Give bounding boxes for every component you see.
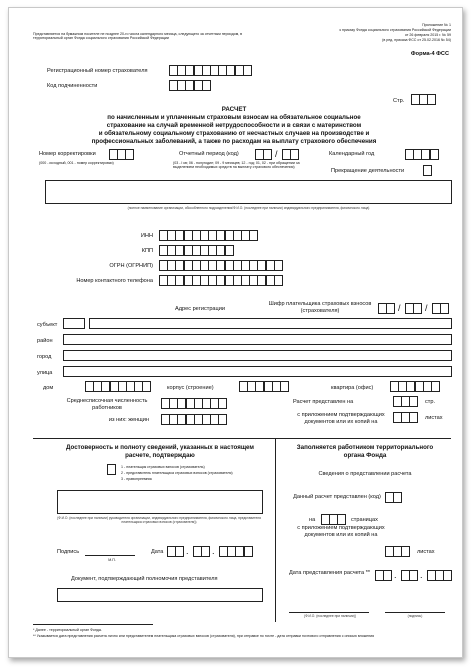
fund-info-label: Сведения о представлении расчета (318, 471, 412, 477)
avg-count-label: Среднесписочная численность работников (66, 398, 148, 411)
fund-date-month[interactable] (401, 570, 417, 581)
doc-field[interactable] (57, 588, 263, 602)
submission-note: Представляется на бумажном носителе не позднее 20-го числа календарного месяца, следующего за отчетным периодом, в территориальный орган Фонда социального страхования Российской Федерации (33, 32, 243, 41)
attachments-suffix: листах (425, 415, 443, 421)
district-field[interactable] (63, 334, 452, 345)
subject-label: субъект (37, 322, 58, 328)
reg-number-cells[interactable] (169, 65, 251, 76)
confirm-name-field[interactable] (57, 490, 263, 514)
pages-label: Расчет представлен на (293, 399, 354, 405)
termination-cell[interactable] (423, 165, 431, 176)
report-period-note: (03 - I кв; 06 - полугодие; 09 - 9 месяцев; 12 - год; 01, 02 - при обращении за выделением необходимых средств на выплату страхового обеспечения) (173, 161, 300, 170)
appendix-number: Приложение № 1 (422, 23, 451, 27)
kpp-cells[interactable] (159, 245, 233, 256)
confirm-option-2: 2 - представитель плательщика страховых взносов (страхователя) (121, 471, 233, 475)
report-period-label: Отчетный период (код) (179, 151, 239, 157)
presented-on: на (309, 517, 316, 523)
signature-line[interactable] (85, 555, 135, 556)
fund-signature-caption: (подпись) (407, 614, 423, 618)
order-date: от 26 февраля 2015 г. № 59 (404, 33, 451, 37)
ogrn-label: ОГРН (ОГРНИП) (109, 263, 153, 269)
tariff-cells-b[interactable] (405, 303, 421, 314)
tariff-cells-c[interactable] (432, 303, 448, 314)
street-field[interactable] (63, 366, 452, 377)
confirm-type-cell[interactable] (107, 464, 115, 475)
doc-label: Документ, подтверждающий полномочия представителя (71, 576, 218, 582)
fund-signature-line[interactable] (385, 612, 445, 613)
reg-number-label: Регистрационный номер страхователя (47, 68, 148, 74)
building-cells[interactable] (239, 381, 288, 392)
fund-name-caption: (Ф.И.О. (последнее при наличии)) (304, 614, 356, 618)
column-divider (275, 438, 276, 622)
form-page: Представляется на бумажном носителе не позднее 20-го числа календарного месяца, следующего за отчетным периодом, в территориальный орган Фонда социального страхования Российской Федерации Приложение № 1 к приказу Фонда социального страхования Российской Федерации от 26 февраля 2015 г. № 59 (в ред. приказа ФСС от 25.02.2016 № 54) Форма-4 ФСС Регистрационный номер страхователя Стр. Код подчиненности РАСЧЕТ по начисленным и уплаченным страховым взносам на обязательное социальное страхование на случай временной нетрудоспособности и в связи с материнством и обязательному социальному страхованию от несчастных случаев на производстве и профессиональных заболеваний, а также по расходам на выплату страхового обеспечения Номер корректировки (000 - исходный, 001 - номер корректировки) Отчетный период (код) / (03 - I кв; 06 - полугодие; 09 - 9 месяцев; 12 - год; 01, 02 - при обращении за выделением необходимых средств на выплату страхового обеспечения) Календарный год Прекращение деятельности (полное наименование организации, обособленного подразделения/Ф.И.О. (последнее при наличии) индивидуального предпринимателя, физического лица) ИНН КПП ОГРН (ОГРНИП) Номер контактного телефона Адрес регистрации Шифр плательщика страховых взносов (страхователя) / / субъект район город улица дом корпус (строение) квартира (офис) Среднесписочная численность работников из них: женщин Расчет представлен на стр. с приложением подтверждающих документов или их копий на листах Достоверность и полноту сведений, указанных в настоящем расчете, подтверждаю 1 - плательщик страховых взносов (страхователь) 2 - представитель плательщика страховых взносов (страхователя) 3 - правопреемник (Ф.И.О. (последнее при наличии) руководителя организации, индивидуального предпринимателя, физического лица, представителя плательщика страховых взносов (страхователя)) Подпись М.П. Дата . . Документ, подтверждающий полномочия представителя Заполняется работником территориального органа Фонда Сведения о представлении расчета Данный расчет представлен (код) на страницах с приложением подтверждающих документов или их копий на листах Дата представления расчета ** . . (Ф.И.О. (последнее при наличии)) (подпись) * Далее - территориальный орган Фонда. ** Указывается дата представления расчета лично или представителем плательщика страховых взносов (страхователя), при отправке по почте - дата отправки почтового отправления с описью вложения (8, 7, 463, 658)
confirm-heading: Достоверность и полноту сведений, указанных в настоящем расчете, подтверждаю (66, 444, 254, 459)
subordination-cells[interactable] (169, 80, 210, 91)
fund-date-label: Дата представления расчета ** (289, 570, 371, 576)
subject-code-field[interactable] (63, 318, 85, 329)
calendar-year-cells[interactable] (405, 149, 438, 160)
page-number-label: Стр. (393, 98, 405, 104)
subordination-label: Код подчиненности (47, 83, 98, 89)
city-label: город (37, 354, 52, 360)
title-line-2: страхование на случай временной нетрудоспособности и в связи с материнством (106, 122, 362, 129)
apartment-cells[interactable] (390, 381, 439, 392)
fund-date-year[interactable] (427, 570, 452, 581)
calendar-year-label: Календарный год (329, 151, 375, 157)
confirm-name-caption: (Ф.И.О. (последнее при наличии) руководителя организации, индивидуального предпринимателя, физического лица, представителя плательщика страховых взносов (страхователя)) (57, 516, 261, 524)
confirm-option-1: 1 - плательщик страховых взносов (страхователь) (121, 465, 205, 469)
termination-label: Прекращение деятельности (331, 168, 405, 174)
address-heading: Адрес регистрации (175, 306, 225, 312)
fund-date-day[interactable] (375, 570, 391, 581)
footnote-1: * Далее - территориальный орган Фонда. (33, 628, 102, 632)
avg-count-cells[interactable] (161, 398, 227, 409)
fund-pages-suffix: страницах (351, 517, 378, 523)
confirm-date-year[interactable] (219, 546, 252, 557)
district-label: район (37, 338, 53, 344)
house-label: дом (43, 385, 54, 391)
signature-label: Подпись (57, 549, 80, 555)
presented-label: Данный расчет представлен (код) (293, 494, 381, 500)
phone-cells[interactable] (159, 275, 282, 286)
tariff-cells-a[interactable] (378, 303, 394, 314)
pages-cells[interactable] (393, 396, 418, 407)
fund-name-line[interactable] (289, 612, 369, 613)
city-field[interactable] (63, 350, 452, 361)
apartment-label: квартира (офис) (331, 385, 374, 391)
title-line-4: профессиональных заболеваний, а также по расходам на выплату страхового обеспечения (91, 138, 377, 145)
attachments-cells[interactable] (393, 412, 418, 423)
title-line-3: и обязательному социальному страхованию от несчастных случаев на производстве и (98, 130, 370, 137)
fund-attachments-label: с приложением подтверждающих документов или их копий на (297, 525, 385, 538)
women-label: из них: женщин (108, 417, 149, 423)
fund-attachments-suffix: листах (417, 549, 435, 555)
organization-name-caption: (полное наименование организации, обособленного подразделения/Ф.И.О. (последнее при наличии) индивидуального предпринимателя, физического лица) (127, 206, 370, 210)
house-cells[interactable] (85, 381, 151, 392)
section-divider (33, 438, 451, 439)
inn-label: ИНН (140, 233, 153, 239)
report-period-cells-a[interactable] (255, 149, 271, 160)
page-number-cells[interactable] (411, 94, 436, 105)
correction-note: (000 - исходный, 001 - номер корректировки) (39, 161, 114, 165)
order-revision: (в ред. приказа ФСС от 25.02.2016 № 54) (382, 38, 451, 42)
footnote-divider (33, 624, 153, 625)
building-label: корпус (строение) (167, 385, 214, 391)
fund-pages-cells[interactable] (321, 514, 346, 525)
phone-label: Номер контактного телефона (76, 278, 153, 284)
kpp-label: КПП (141, 248, 153, 254)
confirm-date-month[interactable] (193, 546, 209, 557)
ogrn-cells[interactable] (159, 260, 282, 271)
form-title: Форма-4 ФСС (410, 51, 449, 57)
fund-attachments-cells[interactable] (385, 546, 410, 557)
footnote-2: ** Указывается дата представления расчета лично или представителем плательщика страховых взносов (страхователя), при отправке по почте - дата отправки почтового отправления с описью вложения (33, 634, 375, 638)
correction-label: Номер корректировки (39, 151, 96, 157)
order-reference: к приказу Фонда социального страхования Российской Федерации (339, 28, 451, 32)
report-period-cells-b[interactable] (282, 149, 298, 160)
confirm-date-day[interactable] (167, 546, 183, 557)
fund-heading: Заполняется работником территориального органа Фонда (296, 444, 434, 459)
correction-cells[interactable] (109, 149, 134, 160)
street-label: улица (37, 370, 53, 376)
organization-name-field[interactable] (45, 180, 452, 204)
tariff-label: Шифр плательщика страховых взносов (страхователя) (268, 301, 372, 314)
presented-code-cells[interactable] (385, 492, 401, 503)
stamp-label: М.П. (108, 558, 116, 562)
title-line-1: по начисленным и уплаченным страховым взносам на обязательное социальное (107, 114, 361, 121)
inn-cells[interactable] (159, 230, 257, 241)
confirm-option-3: 3 - правопреемник (121, 477, 152, 481)
form-heading: РАСЧЕТ (221, 106, 247, 113)
confirm-date-label: Дата (151, 549, 164, 555)
women-cells[interactable] (161, 414, 227, 425)
pages-suffix: стр. (425, 399, 436, 405)
attachments-label: с приложением подтверждающих документов или их копий на (297, 412, 385, 425)
subject-field[interactable] (89, 318, 452, 329)
